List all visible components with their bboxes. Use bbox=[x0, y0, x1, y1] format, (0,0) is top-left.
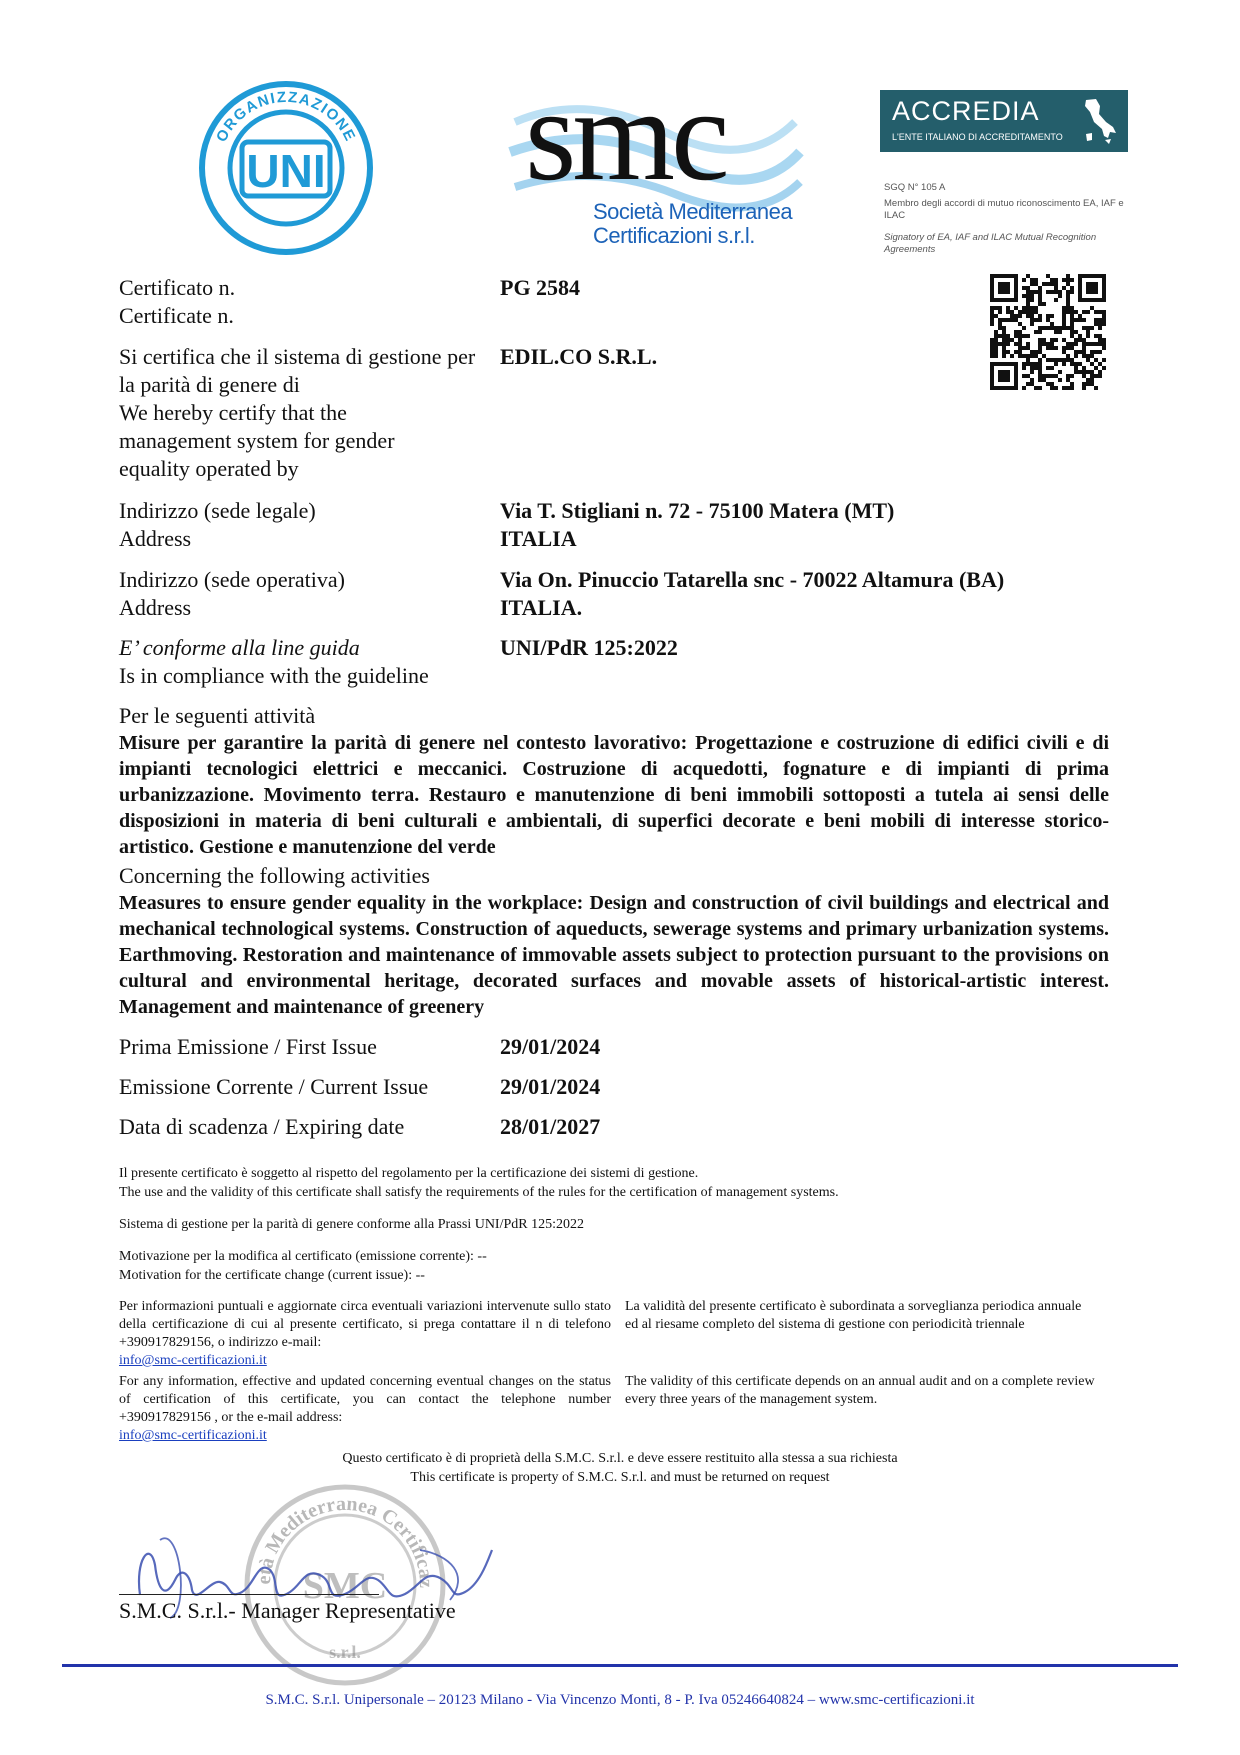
smc-letters: smc bbox=[525, 61, 726, 208]
system-note: Sistema di gestione per la parità di genere conforme alla Prassi UNI/PdR 125:2022 bbox=[119, 1217, 585, 1232]
company-name: EDIL.CO S.R.L. bbox=[500, 344, 658, 369]
accredia-member: Membro degli accordi di mutuo riconoscimento EA, IAF e ILAC bbox=[884, 198, 1124, 221]
validity-note-en: The validity of this certificate depends on an annual audit and on a complete review every three years of the management system. bbox=[625, 1374, 1095, 1407]
certificate-number: PG 2584 bbox=[500, 275, 581, 300]
guideline-value: UNI/PdR 125:2022 bbox=[500, 635, 678, 660]
footer-rule bbox=[62, 1664, 1178, 1667]
motivation-note-en: Motivation for the certificate change (current issue): -- bbox=[119, 1268, 425, 1283]
rules-note-it: Il presente certificato è soggetto al rispetto del regolamento per la certificazione dei sistemi di gestione. bbox=[119, 1166, 699, 1181]
accredia-logo bbox=[880, 90, 1128, 152]
motivation-note-it: Motivazione per la modifica al certificato (emissione corrente): -- bbox=[119, 1249, 487, 1264]
rules-note-en: The use and the validity of this certificate shall satisfy the requirements of the rules for the certification of management systems. bbox=[119, 1185, 839, 1200]
activities-text-it: Misure per garantire la parità di genere nel contesto lavorativo: Progettazione e costruzione di edifici civili e di impianti tecnologici elettrici e meccanici. Costruzione di acquedotti, fognature e di impianti di prima urbanizzazione. Movimento terra. Restauro e manutenzione di beni immobili sottoposti a tutela ai sensi delle disposizioni in materia di beni culturali e ambientali, di superfici decorate e beni mobili di interesse storico- artistico. Gestione e manutenzione del verde bbox=[119, 732, 1109, 858]
info-note-it-text: Per informazioni puntuali e aggiornate circa eventuali variazioni intervenute sullo stato della certificazione di cui al presente certificato, si prega contattare il n di telefono +390917829156, o indirizzo e-mail: bbox=[119, 1299, 611, 1350]
date-value-first-issue: 29/01/2024 bbox=[500, 1034, 601, 1059]
uni-logo bbox=[198, 80, 374, 256]
certificate-number-label-it: Certificato n. bbox=[119, 275, 236, 300]
activities-label-en: Concerning the following activities bbox=[119, 863, 430, 888]
info-note-en bbox=[119, 1373, 611, 1445]
date-label-expiring: Data di scadenza / Expiring date bbox=[119, 1114, 405, 1139]
svg-text:UNI: UNI bbox=[246, 145, 326, 197]
italy-map-icon bbox=[1080, 96, 1120, 146]
address-oper-label-en: Address bbox=[119, 595, 192, 620]
date-value-current-issue: 29/01/2024 bbox=[500, 1074, 601, 1099]
address-legal-line1: Via T. Stigliani n. 72 - 75100 Matera (MT) bbox=[500, 498, 895, 523]
date-label-first-issue: Prima Emissione / First Issue bbox=[119, 1034, 377, 1059]
address-legal-line2: ITALIA bbox=[500, 526, 577, 551]
qr-code[interactable] bbox=[990, 274, 1106, 390]
info-note-it bbox=[119, 1298, 611, 1370]
stamp-center-text: SMC bbox=[302, 1565, 388, 1607]
address-legal-label-en: Address bbox=[119, 526, 192, 551]
stamp-bottom-text: s.r.l. bbox=[329, 1642, 361, 1662]
scope-label-it: Si certifica che il sistema di gestione per la parità di genere di bbox=[119, 344, 476, 397]
email-link-it[interactable]: info@smc-certificazioni.it bbox=[119, 1353, 267, 1368]
info-note-en-text: For any information, effective and updated concerning eventual changes on the status of certification of this certificate, you can contact the telephone number +390917829156 , or the e-mail address: bbox=[119, 1374, 611, 1425]
smc-line2: Certificazioni s.r.l. bbox=[593, 223, 755, 248]
certificate-number-label-en: Certificate n. bbox=[119, 303, 234, 328]
address-legal-label-it: Indirizzo (sede legale) bbox=[119, 498, 316, 523]
property-note-en: This certificate is property of S.M.C. S.r.l. and must be returned on request bbox=[410, 1470, 830, 1485]
signature-caption: S.M.C. S.r.l.- Manager Representative bbox=[119, 1598, 456, 1623]
date-value-expiring: 28/01/2027 bbox=[500, 1114, 601, 1139]
activities-label-it: Per le seguenti attività bbox=[119, 703, 316, 728]
smc-logo bbox=[505, 61, 805, 254]
footer-text: S.M.C. S.r.l. Unipersonale – 20123 Milano - Via Vincenzo Monti, 8 - P. Iva 05246640824 – www.smc-certificazioni.it bbox=[265, 1692, 975, 1708]
validity-note-it: La validità del presente certificato è subordinata a sorveglianza periodica annuale ed al riesame completo del sistema di gestione con periodicità triennale bbox=[625, 1299, 1082, 1332]
scope-label-en: We hereby certify that the management system for gender equality operated by bbox=[119, 400, 395, 481]
address-oper-label-it: Indirizzo (sede operativa) bbox=[119, 567, 345, 592]
address-oper-line2: ITALIA. bbox=[500, 595, 583, 620]
signature-line bbox=[119, 1594, 379, 1595]
date-label-current-issue: Emissione Corrente / Current Issue bbox=[119, 1074, 429, 1099]
activities-text-en: Measures to ensure gender equality in the workplace: Design and construction of civil buildings and electrical and mechanical technological systems. Construction of aqueducts, sewerage systems and primary urbanization systems. Earthmoving. Restoration and maintenance of immovable assets subject to protection pursuant to the provisions on cultural and environmental heritage, decorated surfaces and movable assets of historical-artistic interest. Management and maintenance of greenery bbox=[119, 892, 1109, 1018]
guideline-label-en: Is in compliance with the guideline bbox=[119, 663, 429, 688]
accredia-signatory: Signatory of EA, IAF and ILAC Mutual Recognition Agreements bbox=[884, 232, 1097, 255]
address-oper-line1: Via On. Pinuccio Tatarella snc - 70022 Altamura (BA) bbox=[500, 567, 1005, 592]
accredia-title: ACCREDIA bbox=[892, 96, 1040, 126]
accredia-sgq: SGQ N° 105 A bbox=[884, 182, 946, 193]
guideline-label-it: E’ conforme alla line guida bbox=[119, 635, 360, 660]
email-link-en[interactable]: info@smc-certificazioni.it bbox=[119, 1428, 267, 1443]
property-note-it: Questo certificato è di proprietà della S.M.C. S.r.l. e deve essere restituito alla stessa a sua richiesta bbox=[342, 1451, 898, 1466]
svg-text:ORGANIZZAZIONE: ORGANIZZAZIONE bbox=[213, 88, 359, 145]
stamp-ring-text: età Mediterranea Certificaz bbox=[252, 1492, 438, 1589]
accredia-subtitle: L'ENTE ITALIANO DI ACCREDITAMENTO bbox=[892, 132, 1063, 142]
smc-line1: Società Mediterranea bbox=[593, 199, 793, 224]
